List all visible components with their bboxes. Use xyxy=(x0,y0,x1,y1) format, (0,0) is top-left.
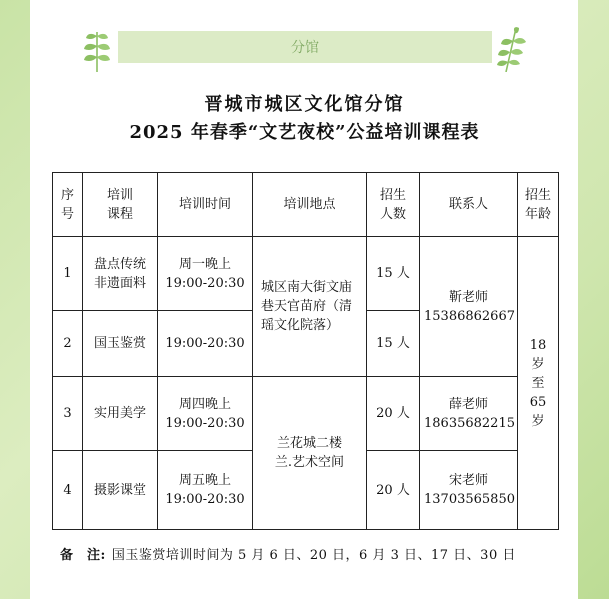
page-title: 晋城市城区文化馆分馆 xyxy=(204,94,405,115)
header-age: 招生 年龄 xyxy=(518,173,559,237)
header-quota: 招生 人数 xyxy=(367,173,420,237)
header-time: 培训时间 xyxy=(158,173,253,237)
leaf-sprig-icon xyxy=(82,28,112,76)
contact-name: 薛老师 xyxy=(448,396,488,412)
table-row xyxy=(53,237,559,311)
cell-course: 摄影课堂 xyxy=(83,451,158,530)
cell-time: 周五晚上 19:00-20:30 xyxy=(158,451,253,530)
cell-course: 国玉鉴赏 xyxy=(83,311,158,377)
cell-no: 1 xyxy=(53,237,83,311)
cell-place: 兰花城二楼 兰.艺术空间 xyxy=(253,377,367,530)
cell-time: 19:00-20:30 xyxy=(158,311,253,377)
cell-time: 周四晚上 19:00-20:30 xyxy=(158,377,253,451)
page-subtitle: 2025 年春季“文艺夜校”公益培训课程表 xyxy=(129,122,480,143)
contact-name: 宋老师 xyxy=(448,473,488,488)
cell-course: 盘点传统 非遗面料 xyxy=(83,237,158,311)
cell-course: 实用美学 xyxy=(83,377,158,451)
cell-no: 3 xyxy=(53,377,83,451)
contact-phone: 13703565850 xyxy=(424,492,515,507)
contact-phone: 18635682215 xyxy=(424,415,515,431)
cell-quota: 15 人 xyxy=(367,311,420,377)
cell-quota: 20 人 xyxy=(367,377,420,451)
branch-banner xyxy=(118,31,492,63)
cell-contact xyxy=(420,237,518,377)
footnote xyxy=(60,544,516,563)
banner-label: 分馆 xyxy=(291,40,319,56)
cell-age: 18 岁 至 65 岁 xyxy=(518,237,559,530)
leaf-sprig-icon xyxy=(494,26,528,76)
table-row xyxy=(53,377,559,451)
cell-quota: 15 人 xyxy=(367,237,420,311)
cell-contact xyxy=(420,377,518,451)
contact-name: 靳老师 xyxy=(448,289,488,305)
course-schedule-table xyxy=(52,172,559,530)
contact-phone: 15386862667 xyxy=(424,308,515,324)
cell-quota: 20 人 xyxy=(367,451,420,530)
header-contact: 联系人 xyxy=(420,173,518,237)
cell-no: 2 xyxy=(53,311,83,377)
table-header-row xyxy=(53,173,559,237)
cell-time: 周一晚上 19:00-20:30 xyxy=(158,237,253,311)
header-no: 序 号 xyxy=(53,173,83,237)
cell-contact xyxy=(420,451,518,530)
header-place: 培训地点 xyxy=(253,173,367,237)
footnote-text: 国玉鉴赏培训时间为 5 月 6 日、20 日，6 月 3 日、17 日、30 日 xyxy=(111,548,516,563)
footnote-label: 备 注: xyxy=(60,548,106,563)
cell-place: 城区南大街文庙 巷天官苗府（清 瑶文化院落） xyxy=(253,237,367,377)
cell-no: 4 xyxy=(53,451,83,530)
header-course: 培训 课程 xyxy=(83,173,158,237)
